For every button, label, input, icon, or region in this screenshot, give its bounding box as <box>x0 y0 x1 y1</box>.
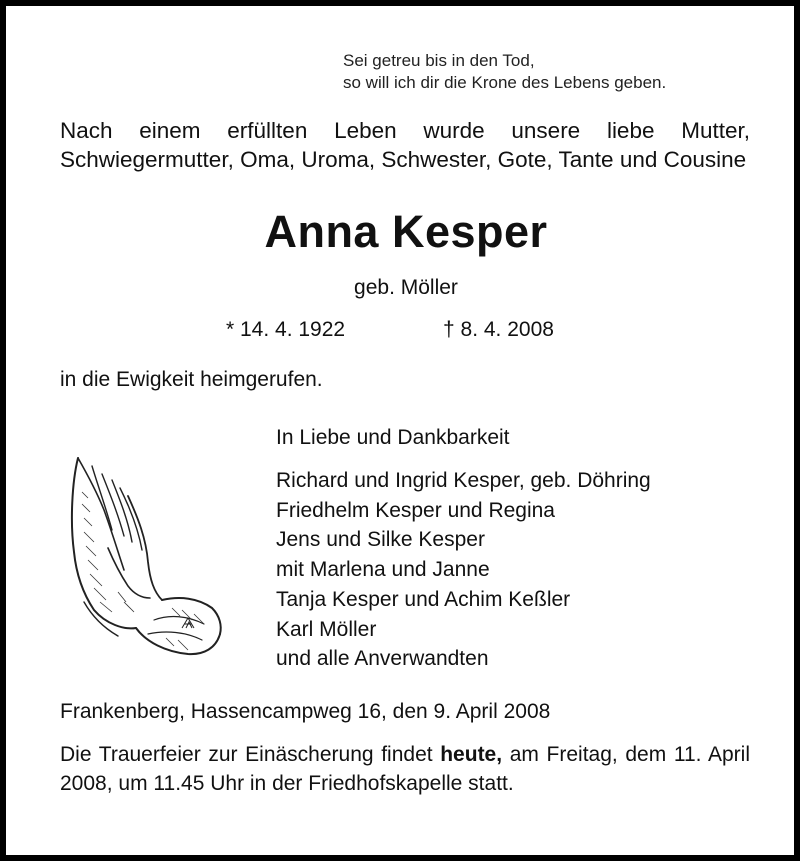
funeral-notice-part-1: Die Trauerfeier zur Einäscherung findet <box>60 743 441 766</box>
mourning-heading: In Liebe und Dankbarkeit <box>276 426 510 449</box>
birth-date: * 14. 4. 1922 <box>226 318 346 341</box>
place-date-line: Frankenberg, Hassencampweg 16, den 9. April 2008 <box>60 700 551 723</box>
mourner-line: Friedhelm Kesper und Regina <box>276 498 555 522</box>
deceased-name: Anna Kesper <box>264 206 548 257</box>
maiden-name: geb. Möller <box>354 276 458 299</box>
funeral-notice <box>60 740 750 798</box>
bible-verse <box>343 50 666 94</box>
bible-verse-line-1: Sei getreu bis in den Tod, <box>343 51 535 70</box>
mourner-line: Richard und Ingrid Kesper, geb. Döhring <box>276 469 651 492</box>
mourner-line: Tanja Kesper und Achim Keßler <box>276 587 571 611</box>
called-home-text: in die Ewigkeit heimgerufen. <box>60 368 323 391</box>
mourner-line: Jens und Silke Kesper <box>276 528 485 552</box>
intro-text: Nach einem erfüllten Leben wurde unsere liebe Mutter, Schwiegermutter, Oma, Uroma, Schwester, Gote, Tante und Cousine <box>60 118 750 172</box>
bible-verse-line-2: so will ich dir die Krone des Lebens geben. <box>343 73 667 92</box>
mourner-line: und alle Anverwandten <box>276 647 489 671</box>
funeral-notice-part-2: am Freitag, dem 11. April 2008, um 11.45 Uhr in der Friedhofskapelle statt. <box>60 743 750 795</box>
death-date: † 8. 4. 2008 <box>443 318 554 341</box>
mourner-line: mit Marlena und Janne <box>276 558 490 582</box>
mourners-list <box>276 466 651 674</box>
mourner-line: Karl Möller <box>276 617 377 641</box>
funeral-notice-emphasis: heute, <box>440 743 503 766</box>
praying-hands-icon <box>62 452 224 660</box>
